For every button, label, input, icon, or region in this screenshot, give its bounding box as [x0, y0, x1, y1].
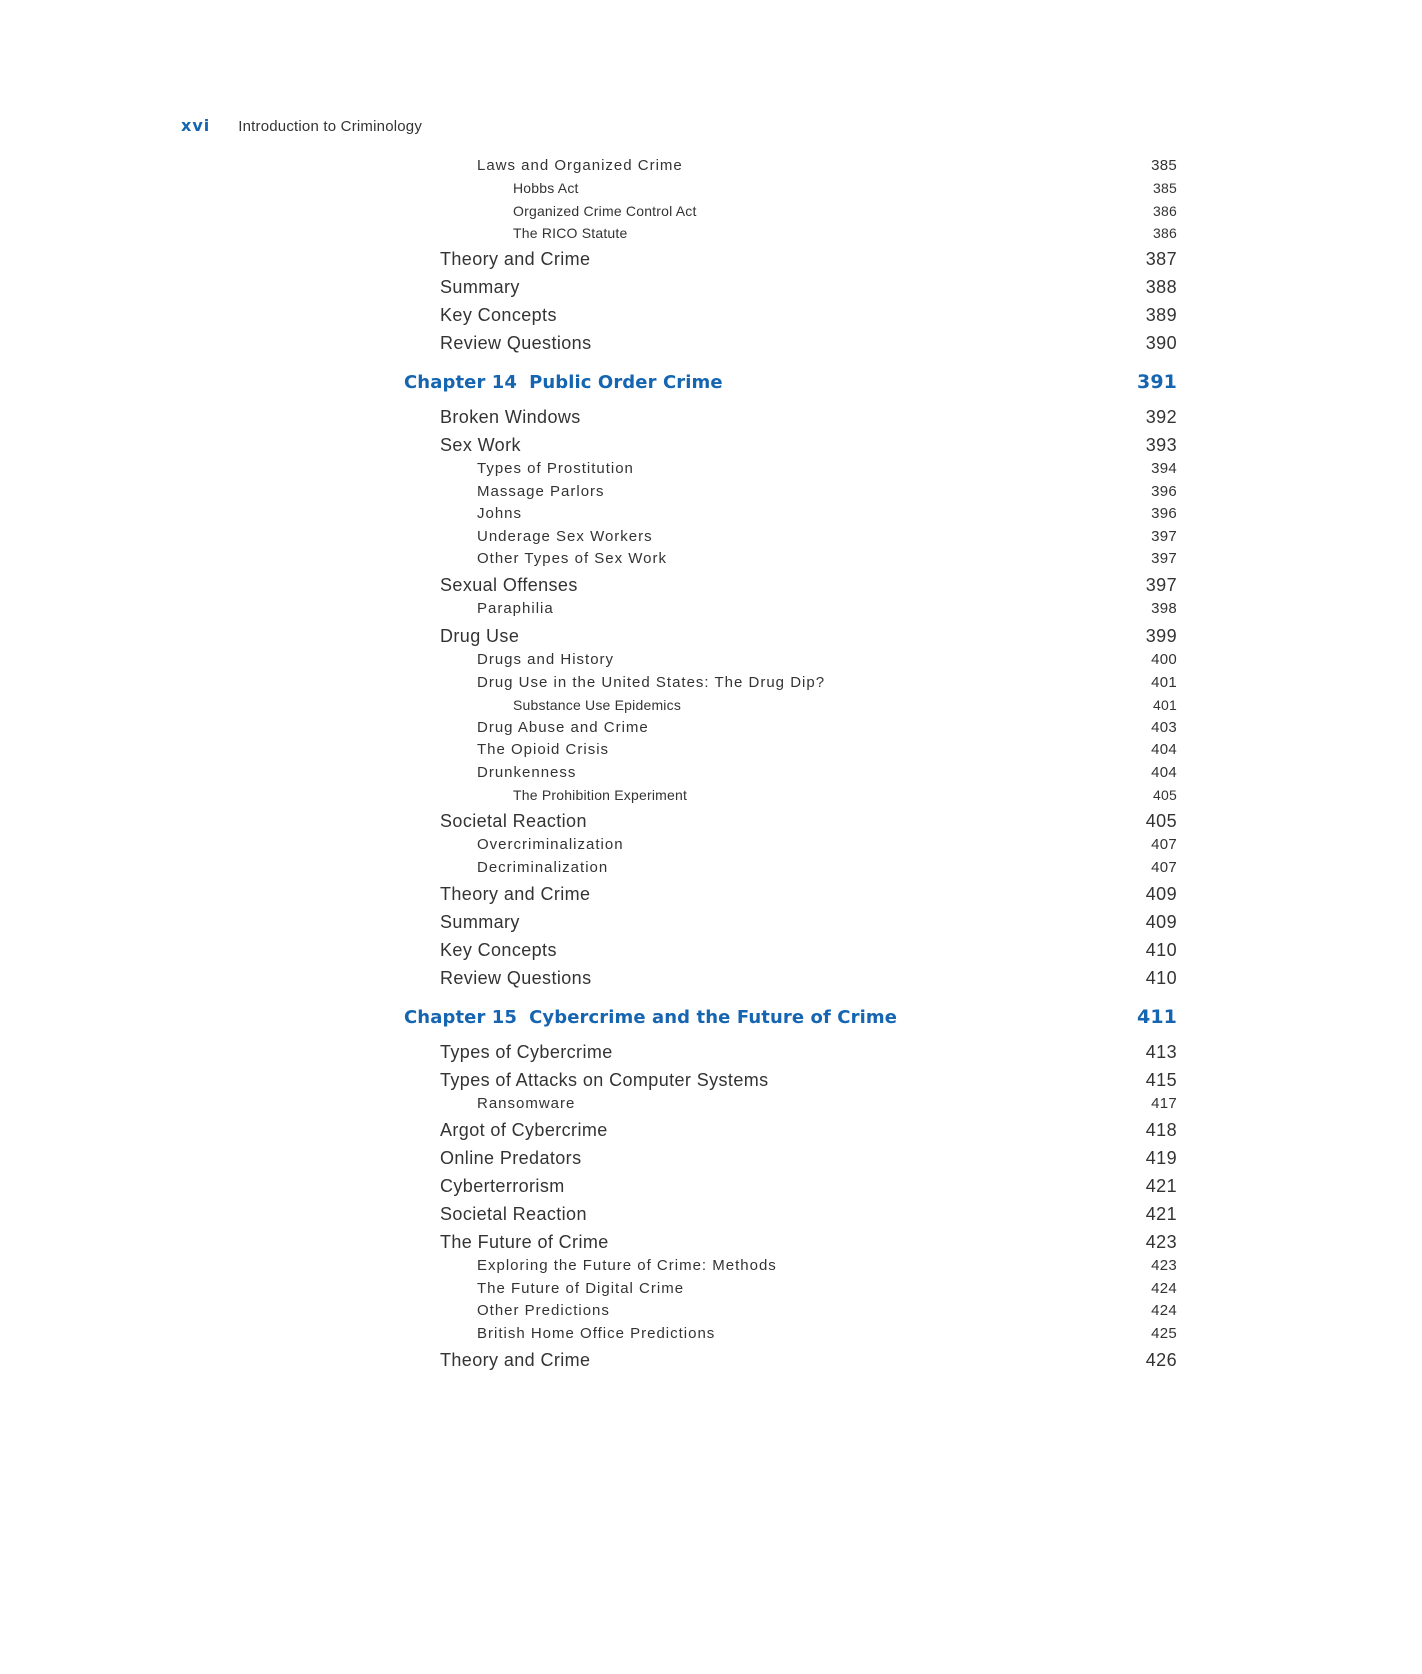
toc-entry-title: The Opioid Crisis	[477, 741, 610, 758]
toc-page-number: 397	[1151, 550, 1177, 567]
toc-page-number: 410	[1145, 940, 1177, 960]
toc-page-number: 407	[1151, 859, 1177, 876]
toc-page-number: 405	[1153, 787, 1177, 803]
toc-entry-title: Substance Use Epidemics	[513, 697, 682, 713]
toc-page-number: 398	[1151, 600, 1177, 617]
toc-entry	[477, 740, 1177, 760]
toc-page-number: 403	[1151, 719, 1177, 736]
toc-chapter-entry	[404, 369, 1177, 395]
toc-entry	[513, 785, 1177, 805]
toc-entry	[440, 1174, 1177, 1198]
toc-entry-title: The Future of Crime	[440, 1232, 609, 1252]
toc-entry	[477, 504, 1177, 524]
toc-page-number: 393	[1145, 435, 1177, 455]
page-folio: xvi	[181, 116, 211, 135]
chapter-number: Chapter 15	[404, 1007, 518, 1028]
toc-entry	[440, 331, 1177, 355]
toc-entry	[440, 303, 1177, 327]
toc-entry-title: The Future of Digital Crime	[477, 1280, 685, 1297]
toc-page-number: 388	[1145, 277, 1177, 297]
toc-page-number: 421	[1145, 1176, 1177, 1196]
toc-entry-title: Underage Sex Workers	[477, 528, 653, 545]
toc-entry-title: Sexual Offenses	[440, 575, 578, 595]
toc-entry	[477, 549, 1177, 569]
toc-entry-title: Exploring the Future of Crime: Methods	[477, 1257, 777, 1274]
toc-page-number: 413	[1145, 1042, 1177, 1062]
toc-page-number: 426	[1145, 1350, 1177, 1370]
toc-entry	[477, 1094, 1177, 1114]
toc-entry	[440, 405, 1177, 429]
toc-page-number: 389	[1145, 305, 1177, 325]
toc-entry	[477, 599, 1177, 619]
toc-entry-title: Paraphilia	[477, 600, 554, 617]
toc-page-number: 405	[1145, 811, 1177, 831]
toc-page-number: 386	[1153, 203, 1177, 219]
toc-entry	[440, 1146, 1177, 1170]
toc-entry	[440, 910, 1177, 934]
toc-entry-title: Key Concepts	[440, 305, 557, 325]
toc-page-number: 423	[1145, 1232, 1177, 1252]
toc-entry	[513, 178, 1177, 198]
toc-entry-title: Overcriminalization	[477, 836, 624, 853]
toc-page-number: 415	[1145, 1070, 1177, 1090]
toc-entry	[440, 882, 1177, 906]
toc-entry-title: Theory and Crime	[440, 1350, 591, 1370]
toc-entry-title: The Prohibition Experiment	[513, 787, 688, 803]
toc-page-number: 425	[1151, 1325, 1177, 1342]
toc-entry-title: Review Questions	[440, 968, 592, 988]
toc-page-number: 404	[1151, 764, 1177, 781]
chapter-heading	[404, 1005, 897, 1031]
toc-page-number: 392	[1145, 407, 1177, 427]
toc-page-number: 391	[1137, 371, 1177, 393]
toc-entry-title: Drunkenness	[477, 764, 577, 781]
toc-entry-title: Theory and Crime	[440, 884, 591, 904]
book-title: Introduction to Criminology	[238, 118, 423, 135]
toc-entry-title: Drug Use in the United States: The Drug Dip?	[477, 674, 826, 691]
chapter-heading	[404, 370, 723, 396]
toc-entry-title: Hobbs Act	[513, 180, 579, 196]
toc-entry	[477, 835, 1177, 855]
toc-page-number: 385	[1153, 180, 1177, 196]
toc-entry-title: Other Predictions	[477, 1302, 610, 1319]
toc-entry	[477, 650, 1177, 670]
toc-entry-title: Sex Work	[440, 435, 521, 455]
toc-entry	[477, 459, 1177, 479]
toc-page-number: 407	[1151, 836, 1177, 853]
toc-entry	[440, 1068, 1177, 1092]
toc-page-number: 411	[1137, 1006, 1177, 1028]
toc-entry-title: Summary	[440, 277, 520, 297]
toc-entry-title: Types of Cybercrime	[440, 1042, 613, 1062]
toc-entry	[477, 763, 1177, 783]
toc-entry-title: Key Concepts	[440, 940, 557, 960]
toc-page-number: 418	[1145, 1120, 1177, 1140]
toc-entry	[477, 858, 1177, 878]
chapter-number: Chapter 14	[404, 372, 518, 393]
toc-page-number: 396	[1151, 483, 1177, 500]
toc-entry	[440, 624, 1177, 648]
toc-entry-title: Societal Reaction	[440, 1204, 587, 1224]
toc-page-number: 397	[1145, 575, 1177, 595]
toc-entry	[513, 201, 1177, 221]
toc-entry-title: Types of Attacks on Computer Systems	[440, 1070, 769, 1090]
toc-entry	[440, 1348, 1177, 1372]
toc-entry	[477, 1301, 1177, 1321]
toc-entry-title: Laws and Organized Crime	[477, 157, 683, 174]
toc-page-number: 387	[1145, 249, 1177, 269]
toc-page-number: 417	[1151, 1095, 1177, 1112]
toc-page-number: 409	[1145, 884, 1177, 904]
toc-entry-title: Organized Crime Control Act	[513, 203, 697, 219]
toc-page-number: 394	[1151, 460, 1177, 477]
toc-page-number: 423	[1151, 1257, 1177, 1274]
toc-entry-title: Johns	[477, 505, 523, 522]
toc-entry	[477, 1324, 1177, 1344]
toc-page-number: 399	[1145, 626, 1177, 646]
toc-page-number: 424	[1151, 1280, 1177, 1297]
toc-page-number: 390	[1145, 333, 1177, 353]
toc-entry-title: Ransomware	[477, 1095, 576, 1112]
toc-entry-title: Other Types of Sex Work	[477, 550, 668, 567]
toc-entry-title: Summary	[440, 912, 520, 932]
toc-entry	[477, 1256, 1177, 1276]
toc-entry-title: Online Predators	[440, 1148, 582, 1168]
toc-entry	[477, 482, 1177, 502]
toc-entry	[440, 573, 1177, 597]
toc-chapter-entry	[404, 1004, 1177, 1030]
toc-page-number: 409	[1145, 912, 1177, 932]
toc-entry	[513, 695, 1177, 715]
toc-entry-title: Broken Windows	[440, 407, 581, 427]
toc-entry-title: Review Questions	[440, 333, 592, 353]
toc-page-number: 419	[1145, 1148, 1177, 1168]
toc-entry	[440, 938, 1177, 962]
toc-entry	[477, 1279, 1177, 1299]
toc-entry-title: Societal Reaction	[440, 811, 587, 831]
toc-entry	[440, 966, 1177, 990]
toc-entry-title: Drugs and History	[477, 651, 615, 668]
toc-page-number: 397	[1151, 528, 1177, 545]
toc-entry	[477, 673, 1177, 693]
toc-page-number: 400	[1151, 651, 1177, 668]
toc-entry	[440, 1202, 1177, 1226]
toc-entry	[440, 1118, 1177, 1142]
toc-entry	[440, 275, 1177, 299]
toc-page-number: 386	[1153, 225, 1177, 241]
toc-entry-title: Cyberterrorism	[440, 1176, 565, 1196]
toc-entry	[440, 1040, 1177, 1064]
toc-entry	[477, 156, 1177, 176]
toc-entry-title: British Home Office Predictions	[477, 1325, 716, 1342]
toc-entry	[477, 527, 1177, 547]
toc-entry-title: Drug Abuse and Crime	[477, 719, 649, 736]
toc-page-number: 410	[1145, 968, 1177, 988]
toc-entry-title: The RICO Statute	[513, 225, 628, 241]
toc-entry	[440, 247, 1177, 271]
toc-entry-title: Drug Use	[440, 626, 520, 646]
toc-page-number: 401	[1153, 697, 1177, 713]
toc-entry	[440, 433, 1177, 457]
toc-entry-title: Massage Parlors	[477, 483, 605, 500]
toc-entry	[477, 718, 1177, 738]
toc-entry-title: Theory and Crime	[440, 249, 591, 269]
chapter-title: Public Order Crime	[529, 372, 723, 393]
toc-page-number: 396	[1151, 505, 1177, 522]
toc-entry	[513, 223, 1177, 243]
toc-page-number: 401	[1151, 674, 1177, 691]
toc-entry	[440, 1230, 1177, 1254]
toc-entry-title: Decriminalization	[477, 859, 609, 876]
toc-page-number: 404	[1151, 741, 1177, 758]
chapter-title: Cybercrime and the Future of Crime	[529, 1007, 897, 1028]
toc-entry-title: Argot of Cybercrime	[440, 1120, 608, 1140]
toc-entry-title: Types of Prostitution	[477, 460, 634, 477]
toc-entry	[440, 809, 1177, 833]
toc-page-number: 421	[1145, 1204, 1177, 1224]
toc-page-number: 424	[1151, 1302, 1177, 1319]
toc-page-number: 385	[1151, 157, 1177, 174]
